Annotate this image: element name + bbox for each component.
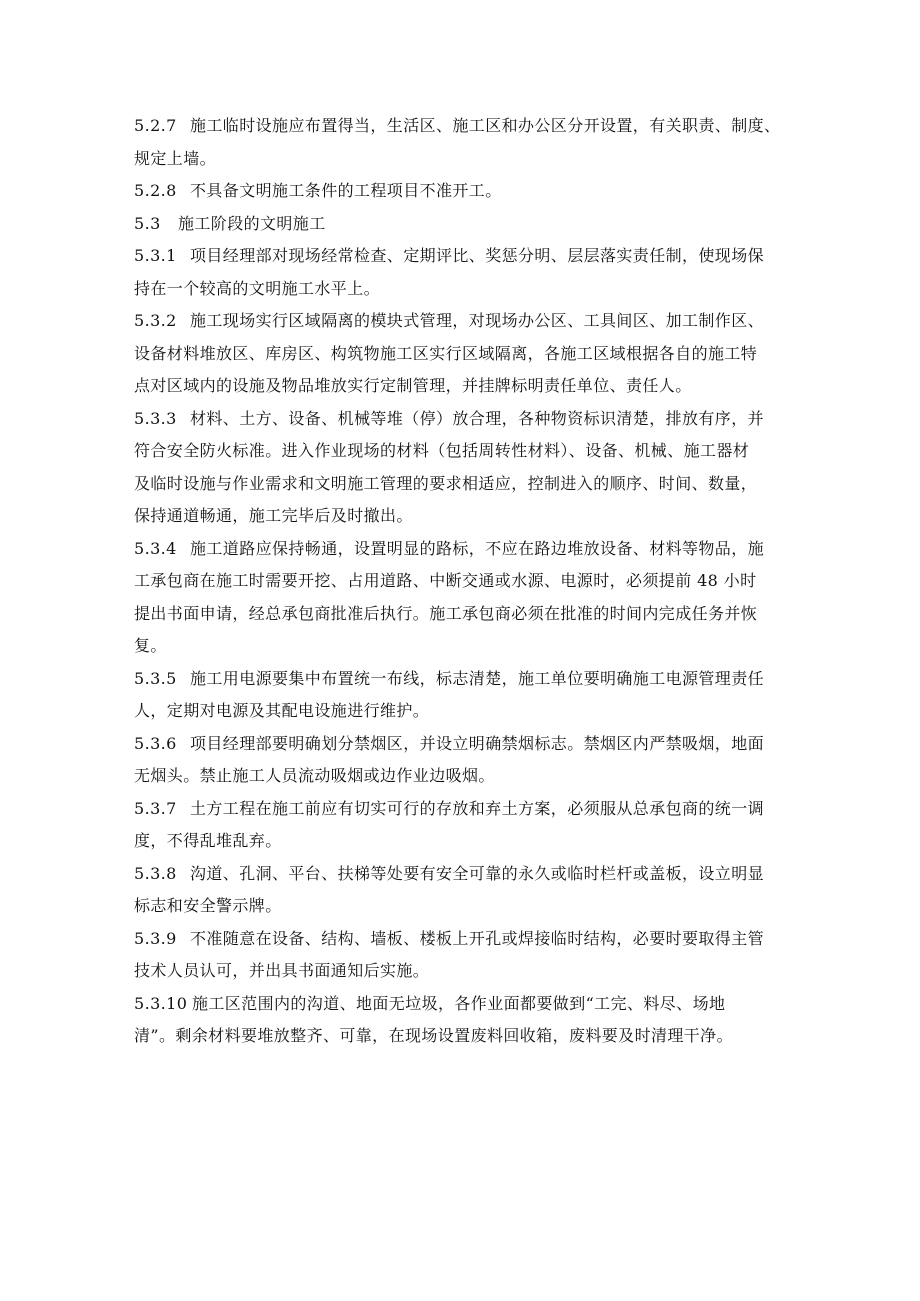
paragraph-number: 5.3.2 [134,311,177,330]
paragraph-text-line: 保持通道畅通，施工完毕后及时撤出。 [134,506,413,525]
section-number: 5.3 [134,213,161,233]
paragraph-text-line: 施工用电源要集中布置统一布线，标志清楚，施工单位要明确施工电源管理责任 [190,668,765,688]
paragraph-5-3-4 [134,533,794,663]
paragraph-5-3-1 [134,240,794,305]
paragraph-number: 5.3.9 [134,928,177,948]
paragraph-text-line: 人，定期对电源及其配电设施进行维护。 [134,701,430,720]
paragraph-5-3-10 [134,988,794,1053]
paragraph-number: 5.2.7 [134,116,177,135]
paragraph-5-3-9 [134,923,794,988]
paragraph-number: 5.3.8 [134,863,177,883]
paragraph-5-3-3 [134,403,794,533]
paragraph-5-3-6 [134,728,794,793]
paragraph-text-line: 施工现场实行区域隔离的模块式管理，对现场办公区、工具间区、加工制作区、 [190,311,765,330]
paragraph-number: 5.3.7 [134,798,177,818]
paragraph-5-3-7 [134,793,794,858]
paragraph-text-line: 施工道路应保持畅通，设置明显的路标，不应在路边堆放设备、材料等物品，施 [190,538,765,558]
paragraph-text-line: 复。 [134,636,167,655]
paragraph-text-line: 沟道、孔洞、平台、扶梯等处要有安全可靠的永久或临时栏杆或盖板，设立明显 [190,863,765,883]
paragraph-text-line: 无烟头。禁止施工人员流动吸烟或边作业边吸烟。 [134,766,495,785]
paragraph-5-3-8 [134,858,794,923]
paragraph-text-line: 施工区范围内的沟道、地面无垃圾，各作业面都要做到“工完、料尽、场地 [192,993,726,1013]
paragraph-text-line: 技术人员认可，并出具书面通知后实施。 [134,961,430,980]
paragraph-text-line: 度，不得乱堆乱弃。 [134,831,282,850]
paragraph-number: 5.3.4 [134,538,177,558]
paragraph-text-line: 符合安全防火标准。进入作业现场的材料（包括周转性材料）、设备、机械、施工器材 [134,441,750,460]
paragraph-text-line: 设备材料堆放区、库房区、构筑物施工区实行区域隔离，各施工区域根据各自的施工特 [134,343,758,363]
paragraph-number: 5.3.10 [134,993,188,1013]
paragraph-text-line: 施工临时设施应布置得当，生活区、施工区和办公区分开设置，有关职责、制度、 [190,116,781,135]
paragraph-number: 5.2.8 [134,181,177,200]
paragraph-5-3-2 [134,305,794,403]
section-title: 施工阶段的文明施工 [178,213,326,233]
paragraph-text-line: 标志和安全警示牌。 [134,896,282,915]
paragraph-text-line: 项目经理部对现场经常检查、定期评比、奖惩分明、层层落实责任制，使现场保 [190,246,765,265]
paragraph-text-line: 点对区域内的设施及物品堆放实行定制管理，并挂牌标明责任单位、责任人。 [134,376,692,395]
paragraph-5-3-5 [134,663,794,728]
paragraph-text-line: 清”。剩余材料要堆放整齐、可靠，在现场设置废料回收箱，废料要及时清理干净。 [134,1026,733,1045]
paragraph-5-2-8 [134,175,794,208]
paragraph-text-line: 不准随意在设备、结构、墙板、楼板上开孔或焊接临时结构，必要时要取得主管 [190,928,765,948]
paragraph-text-line: 工承包商在施工时需要开挖、占用道路、中断交通或水源、电源时，必须提前 48 小时 [134,571,757,590]
section-heading-5-3 [134,208,794,241]
paragraph-number: 5.3.1 [134,246,177,265]
paragraph-text-line: 不具备文明施工条件的工程项目不准开工。 [190,181,502,200]
paragraph-5-2-7 [134,110,794,175]
paragraph-text-line: 及临时设施与作业需求和文明施工管理的要求相适应，控制进入的顺序、时间、数量， [134,473,758,493]
paragraph-text-line: 材料、土方、设备、机械等堆（停）放合理，各种物资标识清楚，排放有序，并 [190,408,765,428]
paragraph-number: 5.3.3 [134,408,177,428]
document-body [134,110,794,1053]
paragraph-text-line: 规定上墙。 [134,148,217,168]
paragraph-text-line: 提出书面申请，经总承包商批准后执行。施工承包商必须在批准的时间内完成任务并恢 [134,603,758,623]
paragraph-text-line: 项目经理部要明确划分禁烟区，并设立明确禁烟标志。禁烟区内严禁吸烟，地面 [190,733,765,753]
paragraph-number: 5.3.6 [134,733,177,753]
paragraph-text-line: 土方工程在施工前应有切实可行的存放和弃土方案，必须服从总承包商的统一调 [190,798,765,818]
paragraph-number: 5.3.5 [134,668,177,688]
paragraph-text-line: 持在一个较高的文明施工水平上。 [134,278,381,298]
